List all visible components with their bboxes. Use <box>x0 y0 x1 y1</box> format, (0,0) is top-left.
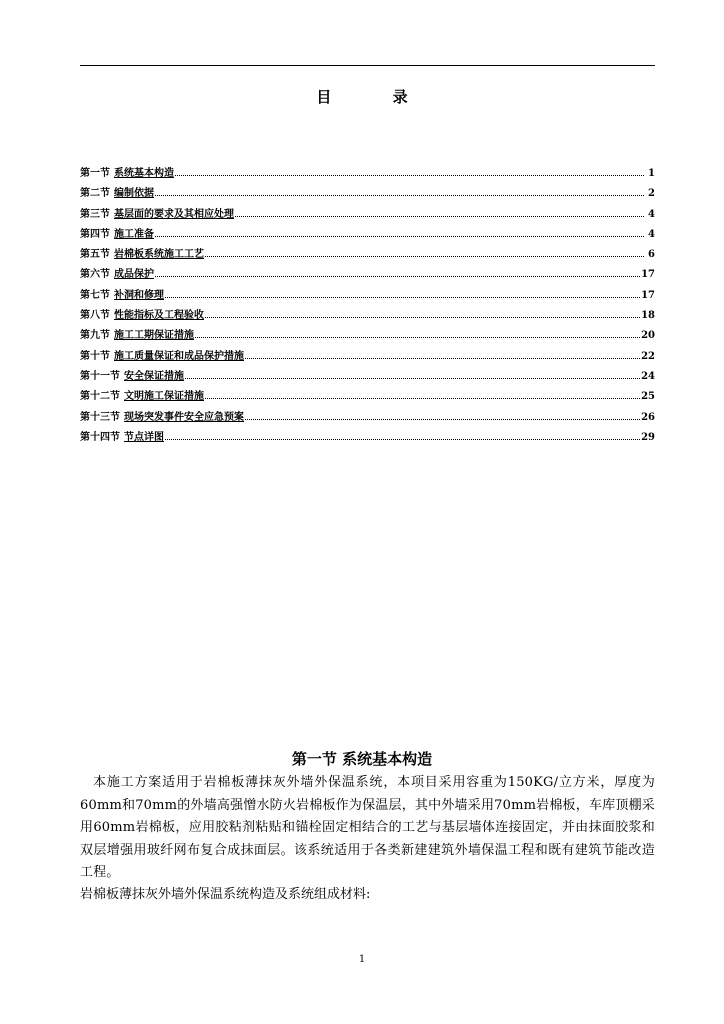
toc-entry-number: 第七节 <box>80 289 110 301</box>
toc-entry[interactable] <box>80 306 655 326</box>
section-title: 第一节 系统基本构造 <box>291 750 433 768</box>
toc-entry-page: 4 <box>648 228 655 240</box>
toc-entry-page: 22 <box>641 350 655 362</box>
body-paragraph: 本施工方案适用于岩棉板薄抹灰外墙外保温系统，本项目采用容重为150KG/立方米，厚度为60mm和70mm的外墙高强憎水防火岩棉板作为保温层，其中外墙采用70mm岩棉板，车库顶棚采用60mm岩棉板，应用胶粘剂粘贴和锚栓固定相结合的工艺与基层墙体连接固定，并由抹面胶浆和双层增强用玻纤网布复合成抹面层。该系统适用于各类新建建筑外墙保温工程和既有建筑节能改造工程。 <box>80 775 655 880</box>
toc-entry-number: 第十二节 <box>80 391 120 403</box>
toc-entry[interactable] <box>80 225 655 245</box>
toc-leader-dots <box>155 268 640 277</box>
toc-leader-dots <box>195 329 640 338</box>
toc-entry-number: 第四节 <box>80 228 110 240</box>
toc-entry-number: 第二节 <box>80 188 110 200</box>
toc-leader-dots <box>245 350 640 359</box>
toc-entry[interactable] <box>80 387 655 407</box>
toc-entry-page: 17 <box>641 289 655 301</box>
toc-entry-label[interactable]: 基层面的要求及其相应处理 <box>114 208 234 220</box>
toc-entry[interactable] <box>80 408 655 428</box>
toc-entry-page: 25 <box>641 391 655 403</box>
toc-entry-label[interactable]: 补洞和修理 <box>114 289 164 301</box>
toc-entry-number: 第十一节 <box>80 370 120 382</box>
toc-leader-dots <box>205 390 640 399</box>
toc-entry-number: 第十三节 <box>80 411 120 423</box>
toc-entry-page: 20 <box>641 330 655 342</box>
toc-entry[interactable] <box>80 347 655 367</box>
toc-entry[interactable] <box>80 164 655 184</box>
toc-leader-dots <box>245 411 640 420</box>
toc-entry-number: 第十四节 <box>80 431 120 443</box>
toc-entry-label[interactable]: 成品保护 <box>114 269 154 281</box>
toc-entry-label[interactable]: 节点详图 <box>124 431 164 443</box>
toc-leader-dots <box>235 208 644 217</box>
toc-title: 目 录 <box>316 88 436 106</box>
toc-entry-number: 第五节 <box>80 249 110 261</box>
toc-leader-dots <box>175 167 644 176</box>
toc-leader-dots <box>205 309 640 318</box>
toc-entry[interactable] <box>80 326 655 346</box>
toc-leader-dots <box>155 187 644 196</box>
toc-entry-label[interactable]: 施工质量保证和成品保护措施 <box>114 350 244 362</box>
toc-entry[interactable] <box>80 367 655 387</box>
toc-leader-dots <box>205 248 644 257</box>
toc-entry[interactable] <box>80 184 655 204</box>
toc-entry-number: 第八节 <box>80 310 110 322</box>
toc-entry-label[interactable]: 性能指标及工程验收 <box>114 310 204 322</box>
toc-entry-label[interactable]: 编制依据 <box>114 188 154 200</box>
toc-entry-label[interactable]: 施工准备 <box>114 228 154 240</box>
toc-entry-number: 第三节 <box>80 208 110 220</box>
page-number: 1 <box>358 954 366 965</box>
toc-entry[interactable] <box>80 205 655 225</box>
header-rule <box>80 65 655 66</box>
toc-entry-page: 1 <box>648 168 655 179</box>
toc-entry[interactable] <box>80 286 655 306</box>
toc-entry-number: 第九节 <box>80 330 110 342</box>
toc-entry-label[interactable]: 文明施工保证措施 <box>124 391 204 403</box>
toc-entry[interactable] <box>80 245 655 265</box>
toc-entry-label[interactable]: 系统基本构造 <box>114 168 174 179</box>
toc-leader-dots <box>165 431 640 440</box>
toc-entry-label[interactable]: 施工工期保证措施 <box>114 330 194 342</box>
toc-entry-page: 24 <box>641 370 655 382</box>
toc-entry-page: 2 <box>648 188 655 200</box>
toc-leader-dots <box>165 289 640 298</box>
toc-entry-page: 4 <box>648 208 655 220</box>
toc-entry-page: 26 <box>641 411 655 423</box>
toc-entry[interactable] <box>80 265 655 285</box>
toc-list <box>80 164 655 448</box>
toc-entry[interactable] <box>80 428 655 448</box>
toc-leader-dots <box>185 370 640 379</box>
toc-leader-dots <box>155 228 644 237</box>
body-line-materials: 岩棉板薄抹灰外墙外保温系统构造及系统组成材料: <box>80 887 371 902</box>
toc-entry-page: 18 <box>641 310 655 322</box>
toc-entry-label[interactable]: 现场突发事件安全应急预案 <box>124 411 244 423</box>
toc-entry-page: 6 <box>648 249 655 261</box>
toc-entry-number: 第一节 <box>80 168 110 179</box>
toc-entry-number: 第六节 <box>80 269 110 281</box>
toc-entry-label[interactable]: 岩棉板系统施工工艺 <box>114 249 204 261</box>
toc-entry-label[interactable]: 安全保证措施 <box>124 370 184 382</box>
toc-entry-number: 第十节 <box>80 350 110 362</box>
toc-entry-page: 17 <box>641 269 655 281</box>
toc-entry-page: 29 <box>641 431 655 443</box>
